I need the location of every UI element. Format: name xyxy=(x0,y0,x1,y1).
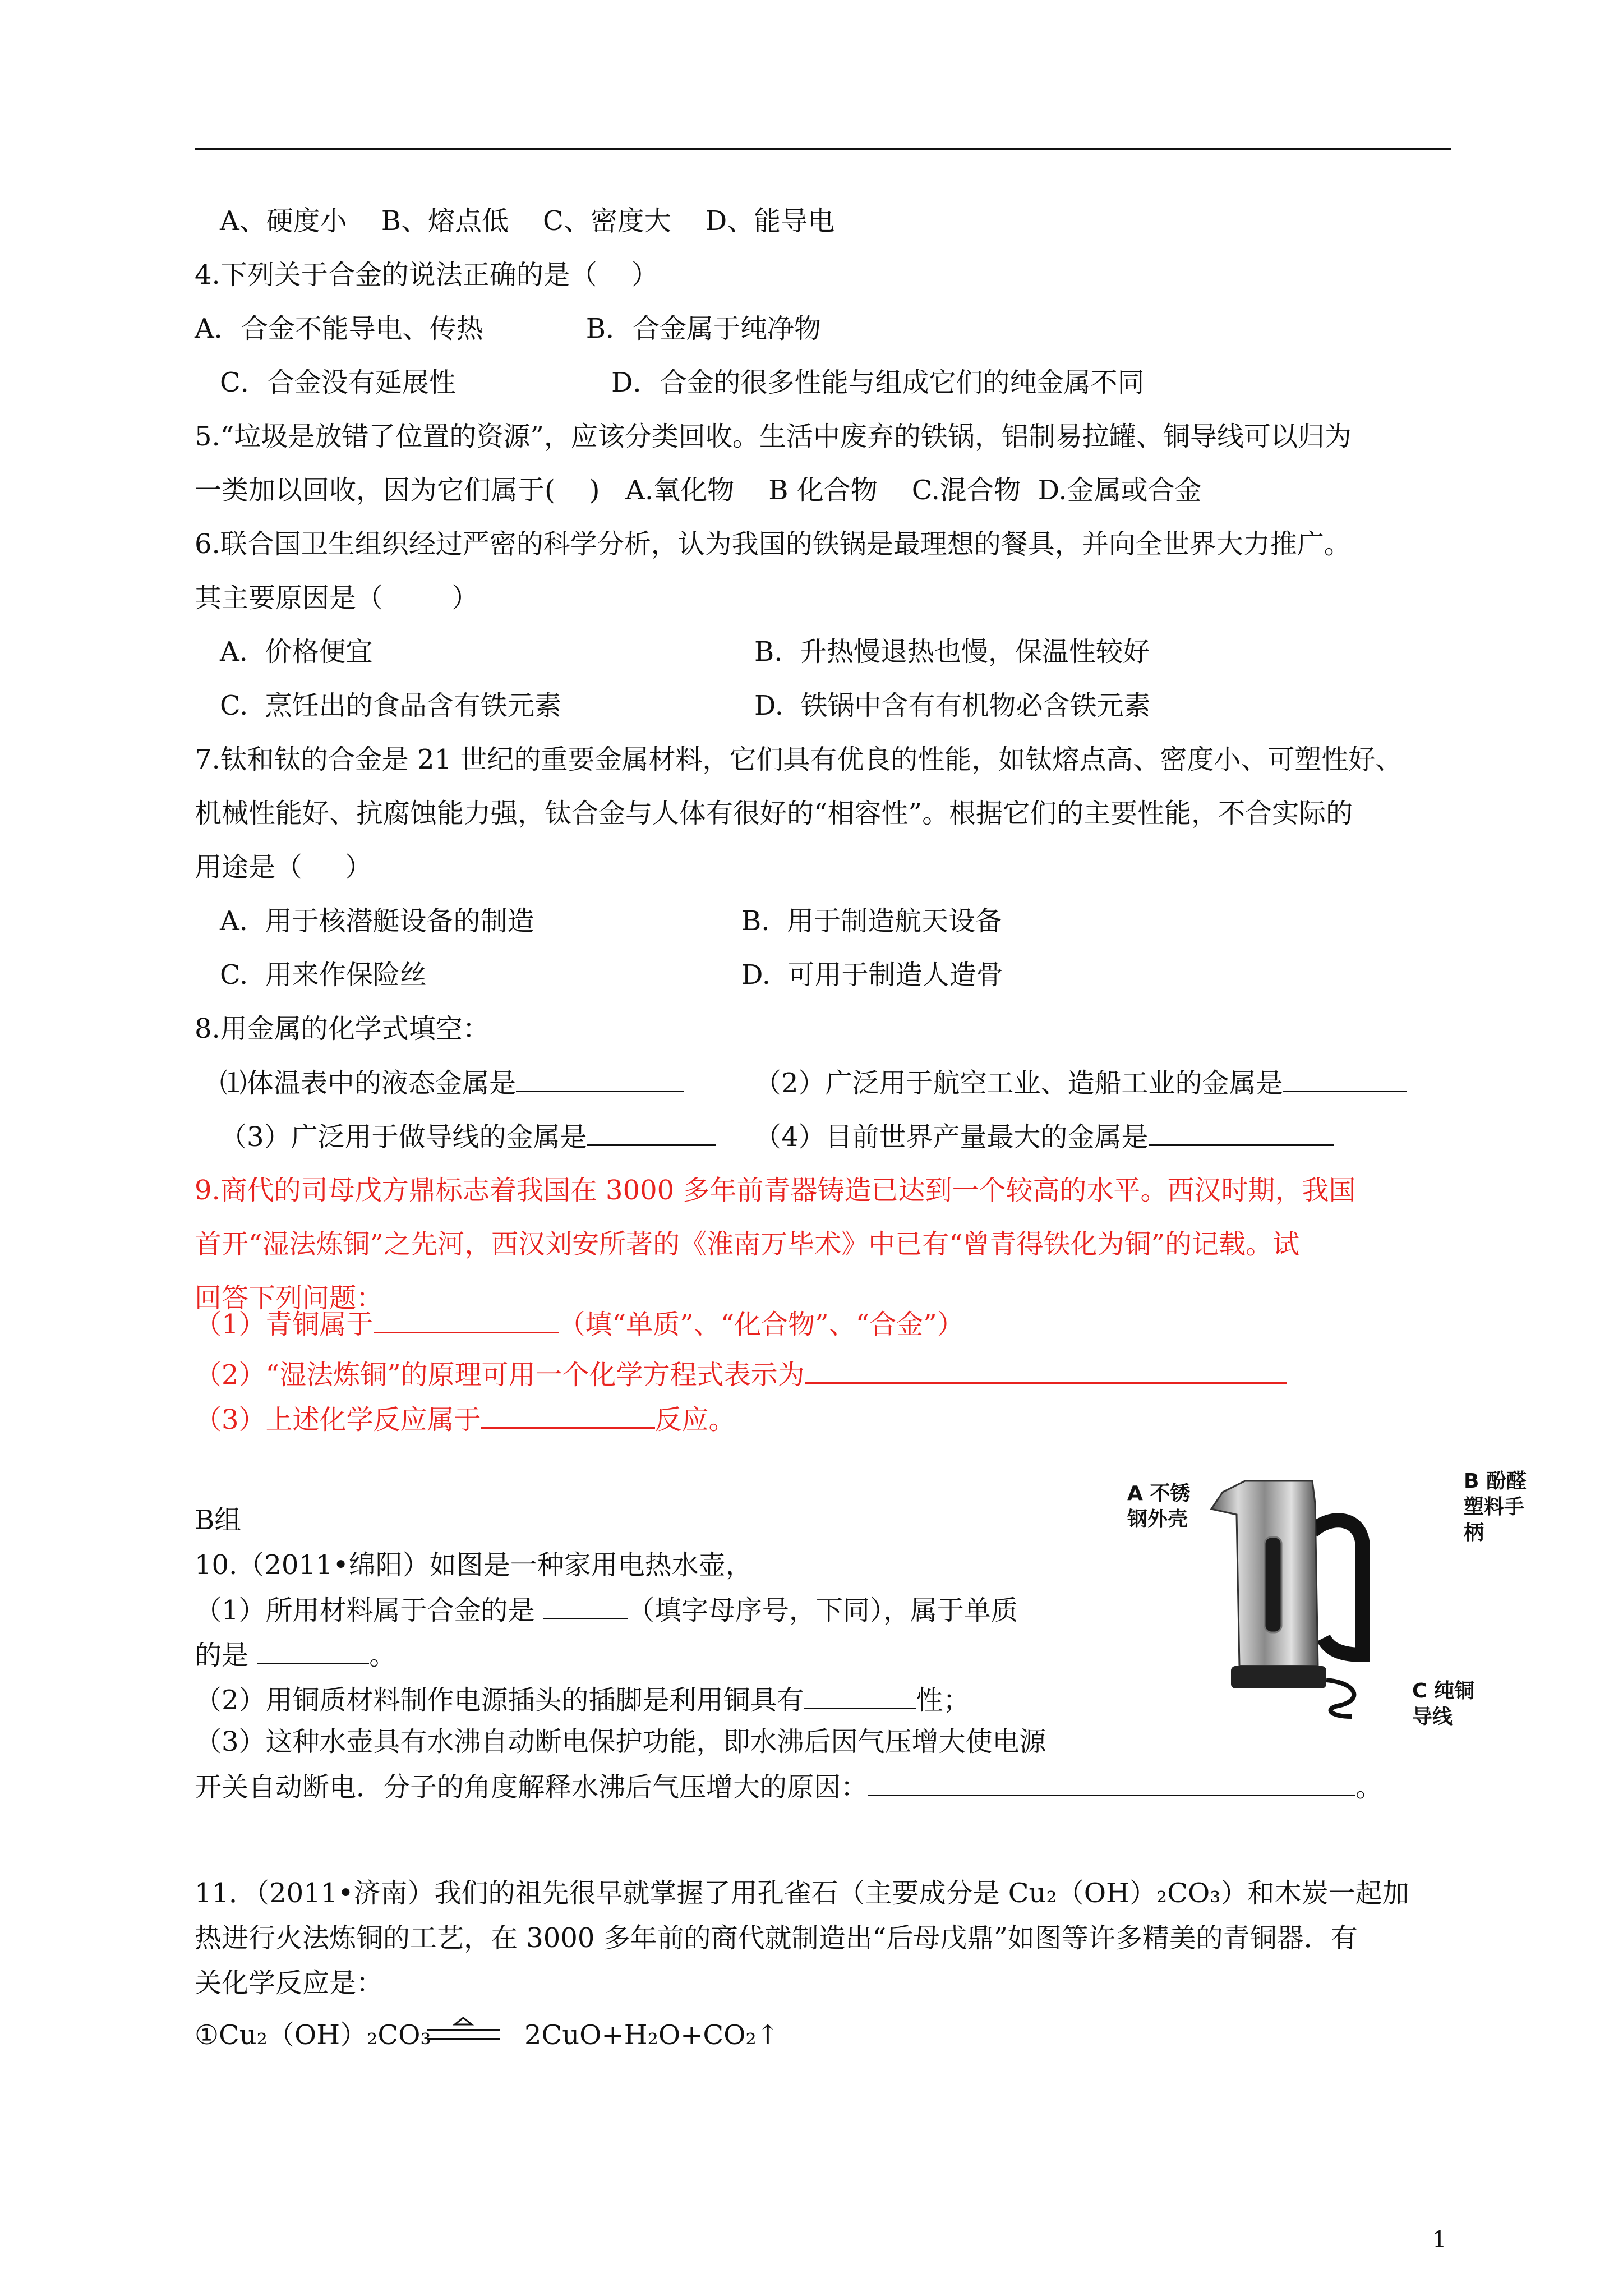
q7-option-d: D. 可用于制造人造骨 xyxy=(741,959,1003,991)
kettle-figure xyxy=(1127,1470,1531,1739)
kettle-label-c: C 纯铜 导线 xyxy=(1412,1680,1474,1728)
kettle-label-a: A 不锈 钢外壳 xyxy=(1127,1482,1191,1531)
q10-blank-1[interactable] xyxy=(543,1593,628,1619)
q8-blank-3[interactable] xyxy=(587,1120,716,1146)
q10-blank-4[interactable] xyxy=(868,1770,1355,1796)
q10-part4: 开关自动断电．分子的角度解释水沸后气压增大的原因： 。 xyxy=(195,1770,1382,1804)
q8-blank-1[interactable] xyxy=(516,1066,684,1092)
q10-blank-3[interactable] xyxy=(804,1683,916,1709)
q8-blank-2[interactable] xyxy=(1283,1066,1407,1092)
q9-part2: （2）“湿法炼铜”的原理可用一个化学方程式表示为 xyxy=(195,1358,1287,1392)
q7-option-a: A. 用于核潜艇设备的制造 xyxy=(220,905,534,937)
q8-part3: （3）广泛用于做导线的金属是 xyxy=(220,1120,716,1154)
q8-blank-4[interactable] xyxy=(1149,1120,1334,1146)
q11-equation-right: 2CuO+H₂O+CO₂↑ xyxy=(524,2019,779,2051)
q6-option-b: B. 升热慢退热也慢，保温性较好 xyxy=(754,636,1150,668)
q7-option-b: B. 用于制造航天设备 xyxy=(741,905,1003,937)
q6-option-d: D. 铁锅中含有有机物必含铁元素 xyxy=(754,690,1151,721)
page-number: 1 xyxy=(1432,2227,1447,2253)
q4-stem: 4.下列关于合金的说法正确的是（ ） xyxy=(195,259,658,291)
q7-option-c: C. 用来作保险丝 xyxy=(220,959,427,991)
q9-blank-3[interactable] xyxy=(481,1402,655,1429)
q8-part4: （4）目前世界产量最大的金属是 xyxy=(754,1120,1334,1154)
q10-part1: （1）所用材料属于合金的是 （填字母序号，下同），属于单质 xyxy=(195,1593,1018,1627)
q5-line2: 一类加以回收，因为它们属于( ) A.氧化物 B 化合物 C.混合物 D.金属或合金 xyxy=(195,475,1202,506)
heat-equals-icon xyxy=(424,2017,502,2050)
q9-blank-2[interactable] xyxy=(805,1358,1287,1384)
q10-part3: （3）这种水壶具有水沸自动断电保护功能，即水沸后因气压增大使电源 xyxy=(195,1726,1046,1757)
q6-option-c: C. 烹饪出的食品含有铁元素 xyxy=(220,690,561,721)
q11-equation-left: ①Cu₂（OH）₂CO₃ xyxy=(195,2019,431,2051)
q6-option-a: A. 价格便宜 xyxy=(220,636,373,668)
q6-line2: 其主要原因是（ ） xyxy=(195,582,479,614)
q4-options-ab: A．合金不能导电、传热 B．合金属于纯净物 xyxy=(195,313,822,344)
q10-blank-2[interactable] xyxy=(257,1638,369,1664)
q11-line2: 热进行火法炼铜的工艺，在 3000 多年前的商代就制造出“后母戊鼎”如图等许多精美的青铜器．有 xyxy=(195,1922,1358,1954)
q7-line2: 机械性能好、抗腐蚀能力强，钛合金与人体有很好的“相容性”。根据它们的主要性能，不合实际的 xyxy=(195,798,1353,829)
q11-line3: 关化学反应是： xyxy=(195,1967,384,1999)
q4-option-c: C．合金没有延展性 xyxy=(220,367,456,398)
group-b-heading: B组 xyxy=(195,1504,242,1536)
q5-line1: 5.“垃圾是放错了位置的资源”，应该分类回收。生活中废弃的铁锅，铝制易拉罐、铜导线可以归为 xyxy=(195,421,1352,452)
q8-part2: （2）广泛用于航空工业、造船工业的金属是 xyxy=(754,1066,1407,1100)
q9-part3: （3）上述化学反应属于 反应。 xyxy=(195,1402,736,1437)
q3-options: A、硬度小 B、熔点低 C、密度大 D、能导电 xyxy=(220,205,835,237)
q10-stem: 10.（2011•绵阳）如图是一种家用电热水壶， xyxy=(195,1549,753,1581)
q9-line1: 9.商代的司母戊方鼎标志着我国在 3000 多年前青器铸造已达到一个较高的水平。西汉时期，我国 xyxy=(195,1175,1356,1206)
q8-part1: ⑴体温表中的液态金属是 xyxy=(220,1066,684,1100)
q10-part2: （2）用铜质材料制作电源插头的插脚是利用铜具有 性； xyxy=(195,1683,970,1717)
q9-blank-1[interactable] xyxy=(374,1307,559,1333)
q10-part1-cont: 的是 。 xyxy=(195,1638,396,1672)
q4-option-d: D．合金的很多性能与组成它们的纯金属不同 xyxy=(611,367,1145,398)
q9-line3: 回答下列问题： xyxy=(195,1282,384,1314)
q8-stem: 8.用金属的化学式填空： xyxy=(195,1013,490,1045)
q7-line3: 用途是（ ） xyxy=(195,852,372,883)
q6-line1: 6.联合国卫生组织经过严密的科学分析，认为我国的铁锅是最理想的餐具，并向全世界大力推广。 xyxy=(195,528,1351,560)
q9-part1: （1）青铜属于 （填“单质”、“化合物”、“合金”） xyxy=(195,1307,964,1341)
q7-line1: 7.钛和钛的合金是 21 世纪的重要金属材料，它们具有优良的性能，如钛熔点高、密度小、可塑性好、 xyxy=(195,744,1403,775)
q9-line2: 首开“湿法炼铜”之先河，西汉刘安所著的《淮南万毕术》中已有“曾青得铁化为铜”的记载。试 xyxy=(195,1228,1300,1260)
kettle-label-b: B 酚醛 塑料手 柄 xyxy=(1464,1470,1527,1544)
header-rule xyxy=(195,148,1451,150)
q11-line1: 11．（2011•济南）我们的祖先很早就掌握了用孔雀石（主要成分是 Cu₂（OH）₂CO₃）和木炭一起加 xyxy=(195,1878,1409,1909)
